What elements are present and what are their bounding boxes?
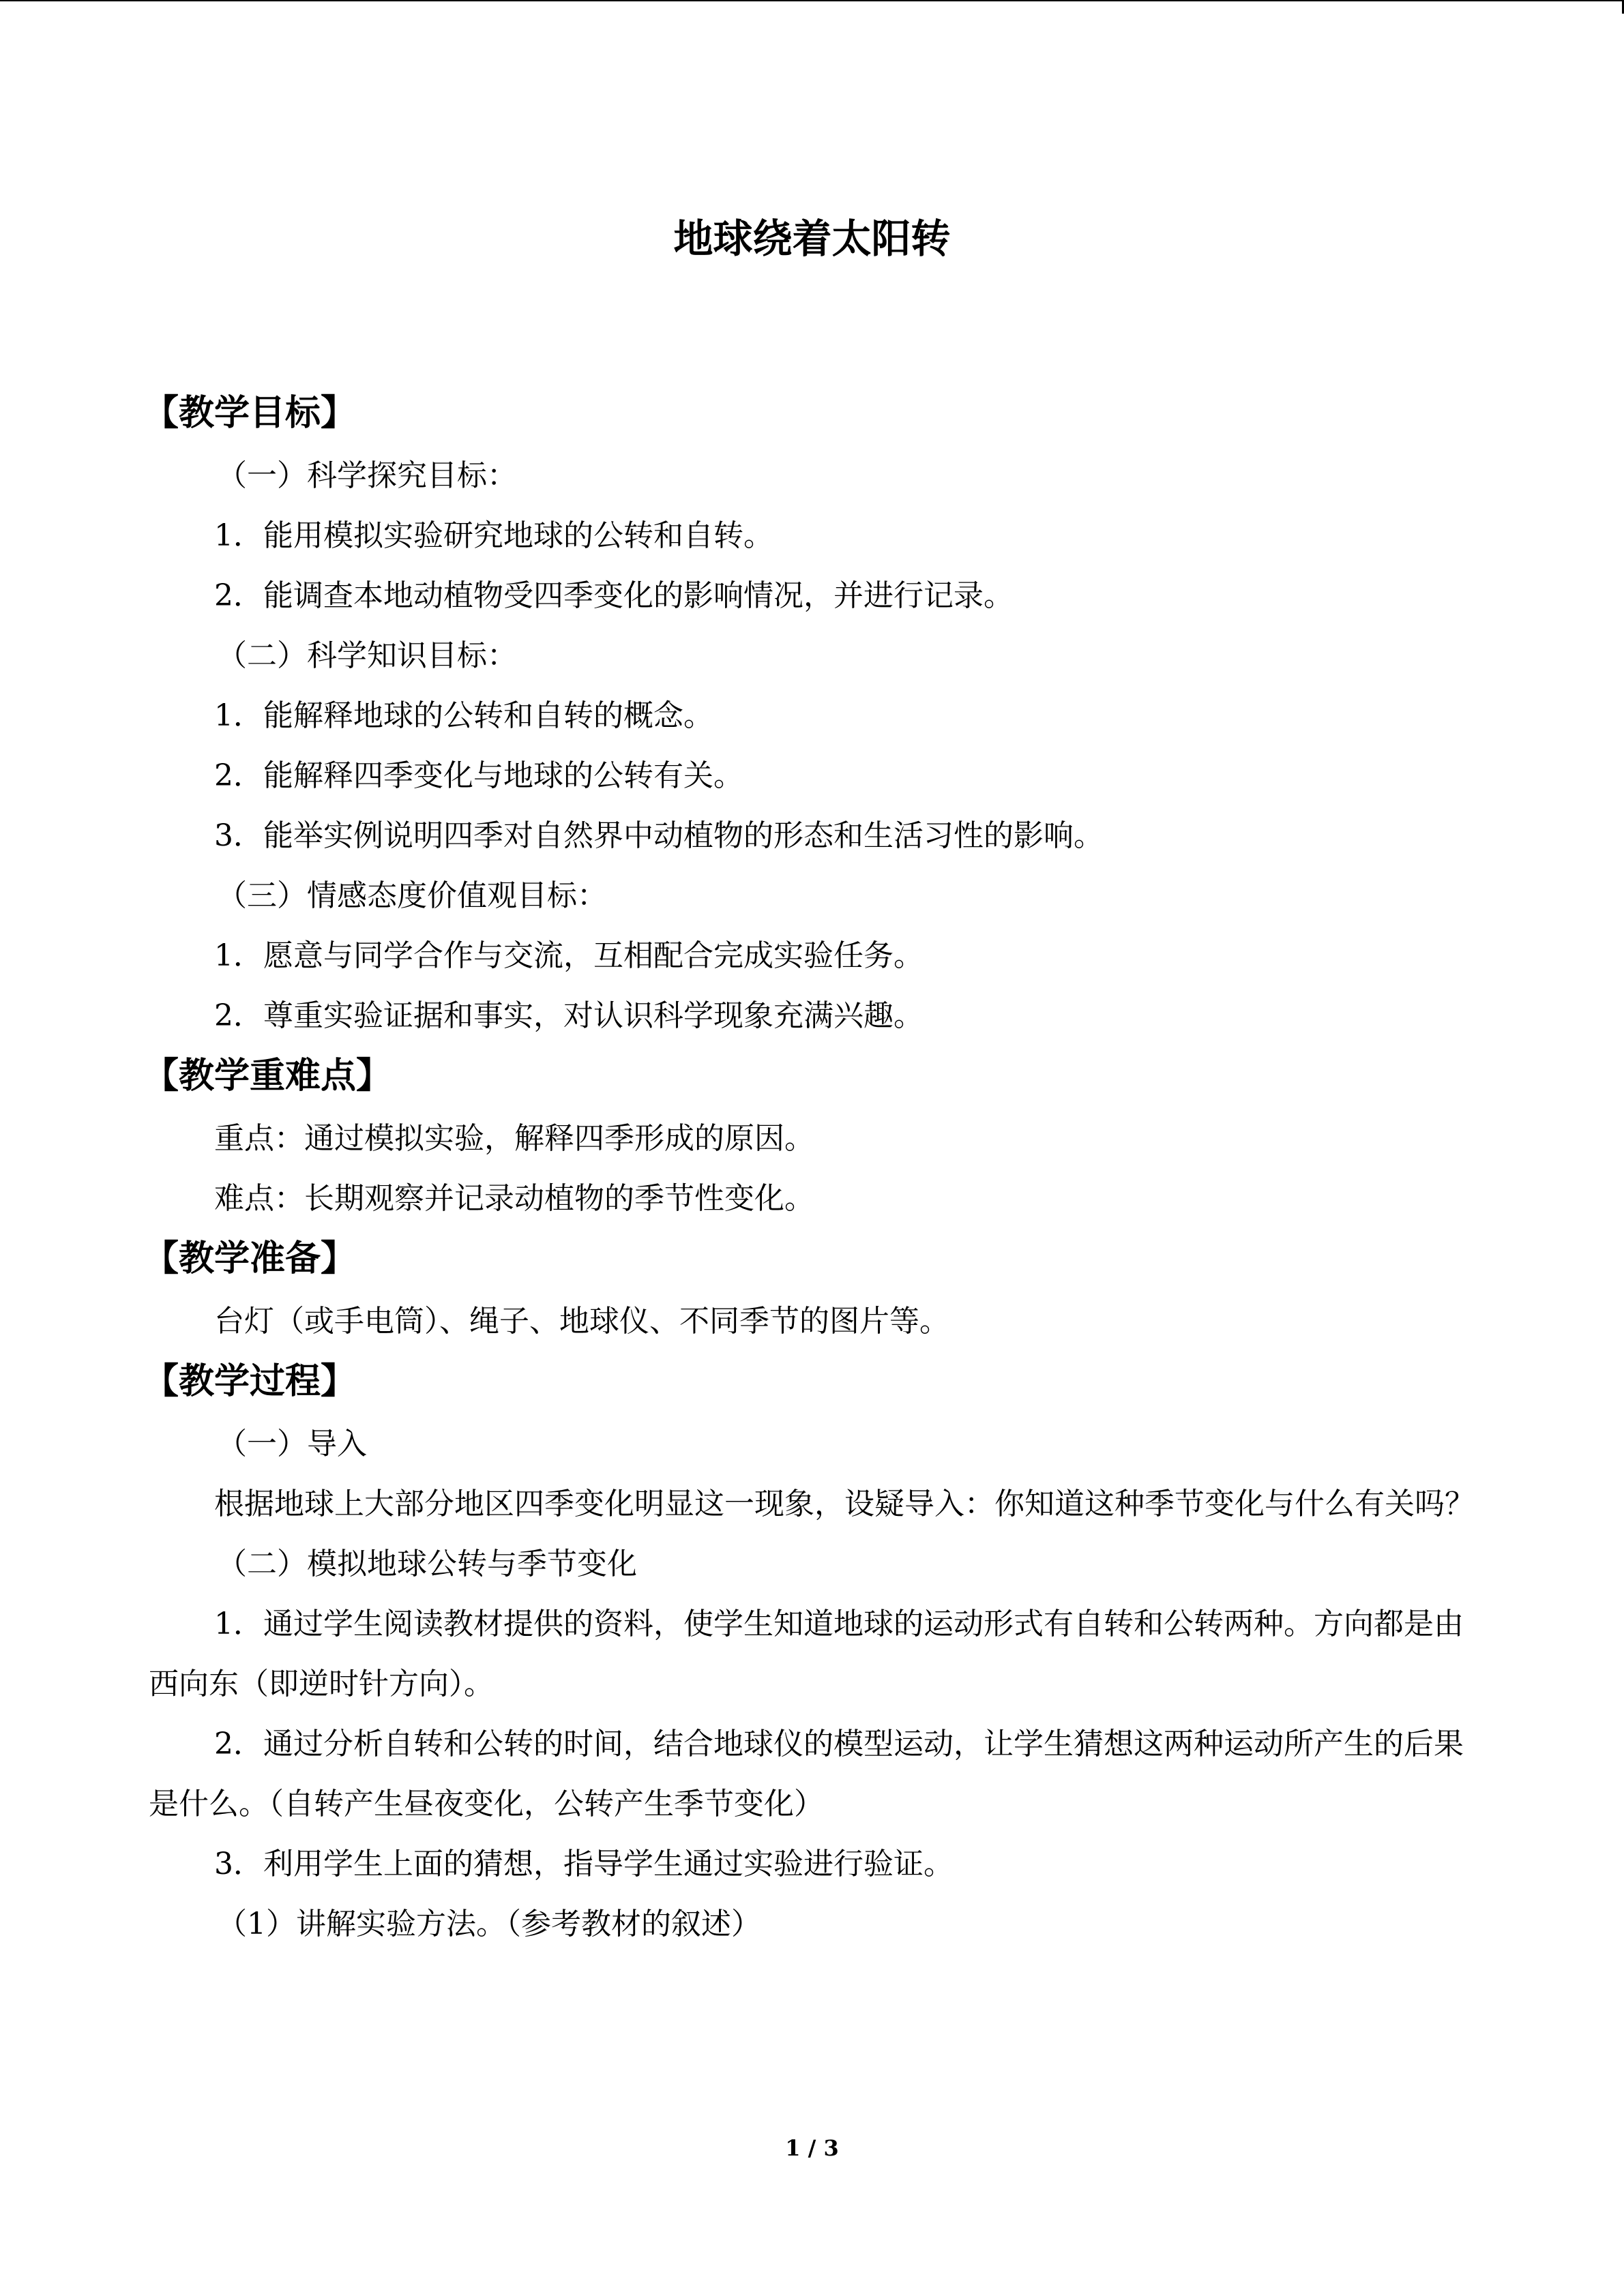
paragraph: 3．利用学生上面的猜想，指导学生通过实验进行验证。 [214,1847,954,1881]
list-item: 1．能用模拟实验研究地球的公转和自转。 [214,518,773,553]
page-number: 1 / 3 [785,2135,839,2161]
key-point-item: 重点：通过模拟实验，解释四季形成的原因。 [214,1121,814,1156]
paragraph: 根据地球上大部分地区四季变化明显这一现象，设疑导入：你知道这种季节变化与什么有关吗？ [214,1487,1475,1521]
paragraph: 2．通过分析自转和公转的时间，结合地球仪的模型运动，让学生猜想这两种运动所产生的后果是什么。（自转产生昼夜变化，公转产生季节变化） [149,1727,1464,1821]
list-item: 2．能解释四季变化与地球的公转有关。 [214,758,743,793]
difficulty-item: 难点：长期观察并记录动植物的季节性变化。 [214,1181,814,1216]
subheading-knowledge-goals: （二）科学知识目标： [217,638,517,673]
preparation-text: 台灯（或手电筒）、绳子、地球仪、不同季节的图片等。 [214,1304,949,1339]
list-item: 2．尊重实验证据和事实，对认识科学现象充满兴趣。 [214,998,924,1033]
list-item: 1．能解释地球的公转和自转的概念。 [214,698,713,733]
subheading-inquiry-goals: （一）科学探究目标： [217,458,517,493]
section-heading-preparation: 【教学准备】 [143,1238,357,1279]
document-body [143,383,1479,1954]
list-item: 1．愿意与同学合作与交流，互相配合完成实验任务。 [214,938,924,973]
list-item: 2．能调查本地动植物受四季变化的影响情况，并进行记录。 [214,578,1014,613]
section-heading-objectives: 【教学目标】 [143,393,357,434]
experiment-step: （1）讲解实验方法。（参考教材的叙述） [217,1907,761,1941]
document-title: 地球绕着太阳转 [673,215,951,262]
section-heading-key-points: 【教学重难点】 [143,1056,392,1097]
list-item: 3．能举实例说明四季对自然界中动植物的形态和生活习性的影响。 [214,818,1104,853]
subheading-introduction: （一）导入 [217,1427,367,1461]
subheading-attitude-goals: （三）情感态度价值观目标： [217,878,607,913]
paragraph: 1．通过学生阅读教材提供的资料，使学生知道地球的运动形式有自转和公转两种。方向都是由西向东（即逆时针方向）。 [149,1607,1464,1701]
page-top-border [0,0,1624,1]
section-heading-process: 【教学过程】 [143,1361,357,1402]
subheading-simulation: （二）模拟地球公转与季节变化 [217,1547,637,1581]
